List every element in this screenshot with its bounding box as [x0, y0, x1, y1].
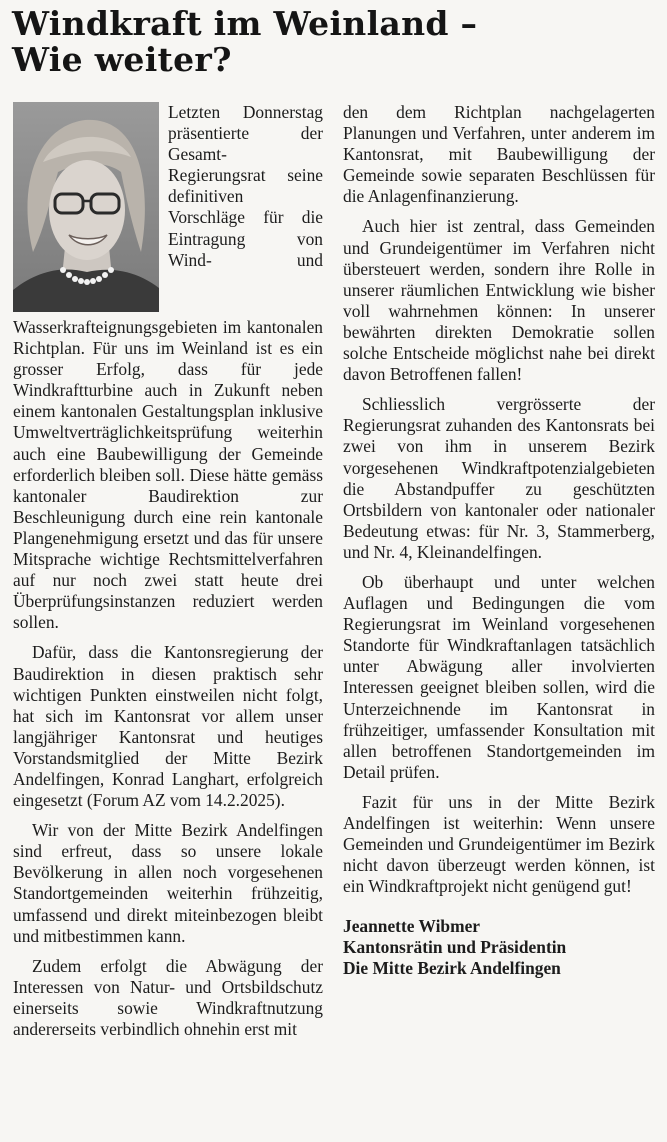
author-name: Jeannette Wibmer	[343, 916, 481, 937]
paragraph-left-4: Zudem erfolgt die Abwägung der Interessen von Natur- und Ortsbildschutz einerseits sowie Windkraftnutzung andererseits verbindlich ohnehin erst mit	[13, 955, 323, 1039]
author-role: Kantonsrätin und Präsidentin	[343, 937, 567, 958]
headline-line-2: Wie weiter?	[12, 40, 232, 79]
paragraph-left-2: Dafür, dass die Kantonsregierung der Baudirektion in diesen praktisch sehr wichtigen Punkten einstweilen nicht folgt, hat sich im Kantonsrat vor allem unser langjähriger Kantonsrat und heutiges Vorstandsmitglied der Mitte Bezirk Andelfingen, Konrad Langhart, erfolgreich eingesetzt (Forum AZ vom 14.2.2025).	[13, 642, 323, 811]
left-column	[13, 102, 323, 1049]
article-headline	[12, 6, 652, 78]
paragraph-right-2: Auch hier ist zentral, dass Gemeinden und Grundeigentümer im Verfahren nicht übersteuert werden, sondern ihre Rolle in unserer räumlichen Entwicklung wie bisher voll wahrnehmen können: In unserer bewährten direkten Demokratie sollen solche Entscheide möglichst nahe bei direkt davon Betroffenen fallen!	[343, 216, 655, 385]
paragraph-left-1: Letzten Donnerstag präsentierte der Gesamt-Regierungsrat seine definitiven Vorschläge für die Eintragung von Wind- und Wasserkrafteignungsgebieten im kantonalen Richtplan. Für uns im Weinland ist es ein grosser Erfolg, dass für jede Windkraftturbine auch in Zukunft neben einem kantonalen Gestaltungsplan inklusive Umweltverträglichkeitsprüfung weiterhin auch eine Baubewilligung der Gemeinde erforderlich bleiben soll. Diese hätte gemäss kantonaler Baudirektion zur Beschleunigung durch eine rein kantonale Plangenehmigung ersetzt und das für unsere Mitsprache wichtige Rechtsmittelverfahren auf nur noch zwei statt heute drei Überprüfungsinstanzen reduziert werden sollen.	[13, 102, 323, 633]
headline-line-1: Windkraft im Weinland –	[12, 4, 478, 43]
right-column	[343, 102, 655, 979]
paragraph-right-5: Fazit für uns in der Mitte Bezirk Andelfingen ist weiterhin: Wenn unsere Gemeinden und Grundeigentümer im Bezirk nicht davon überzeugt werden können, ist ein Windkraftprojekt nicht genügend gut!	[343, 791, 655, 897]
portrait-photo	[13, 102, 159, 312]
paragraph-right-3: Schliesslich vergrösserte der Regierungsrat zuhanden des Kantonsrats bei zwei von ihm in unserem Bezirk vorgesehenen Windkraftpotenzialgebieten die Abstandpuffer zu geschützten Ortsbildern von kantonaler oder nationaler Bedeutung etwas: für Nr. 3, Stammerberg, und Nr. 4, Kleinandelfingen.	[343, 394, 655, 562]
paragraph-left-3: Wir von der Mitte Bezirk Andelfingen sind erfreut, dass so unsere lokale Bevölkerung in allen noch vorgesehenen Standortgemeinden weiterhin frühzeitig, umfassend und direkt miteinbezogen bleibt und mitbestimmen kann.	[13, 820, 323, 946]
author-party: Die Mitte Bezirk Andelfingen	[343, 958, 561, 979]
paragraph-right-1: den dem Richtplan nachgelagerten Planungen und Verfahren, unter anderem im Kantonsrat, mit Baubewilligung der Gemeinde sowie separaten Beschlüssen für die Anlagenfinanzierung.	[343, 102, 655, 207]
paragraph-right-4: Ob überhaupt und unter welchen Auflagen und Bedingungen die vom Regierungsrat im Weinland vorgesehenen Standorte für Windkraftanlagen tatsächlich unter Abwägung aller involvierten Interessen geeignet bleiben sollen, wird die Unterzeichnende im Kantonsrat in frühzeitiger, umfassender Konsultation mit allen betroffenen Standortgemeinden im Detail prüfen.	[343, 571, 655, 782]
author-signature	[343, 916, 655, 979]
